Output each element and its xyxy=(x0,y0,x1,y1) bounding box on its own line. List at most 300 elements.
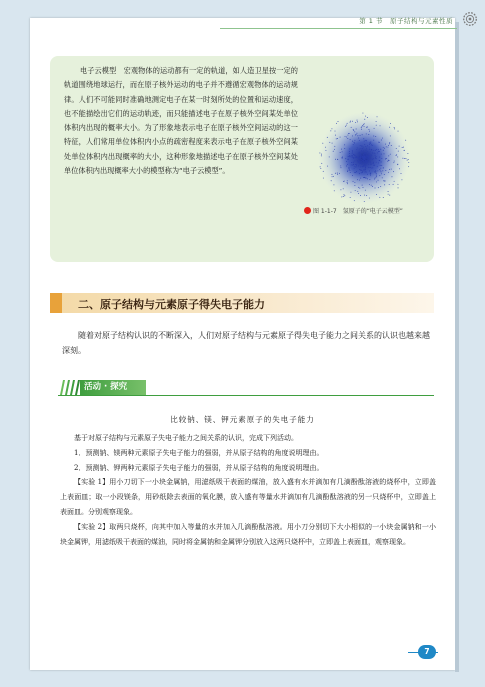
electron-dot xyxy=(370,164,371,165)
electron-dot xyxy=(353,162,354,163)
electron-dot xyxy=(360,157,361,158)
electron-dot xyxy=(394,181,395,182)
electron-dot xyxy=(323,178,324,179)
electron-dot xyxy=(365,150,366,151)
electron-dot xyxy=(343,196,344,197)
electron-dot xyxy=(370,161,371,162)
electron-dot xyxy=(366,158,367,159)
electron-dot xyxy=(375,136,376,137)
electron-dot xyxy=(353,154,354,155)
electron-dot xyxy=(355,157,356,158)
electron-dot xyxy=(350,122,351,123)
electron-dot xyxy=(345,126,346,127)
electron-dot xyxy=(368,158,369,159)
electron-dot xyxy=(367,178,368,179)
electron-dot xyxy=(361,163,362,164)
electron-dot xyxy=(321,155,322,156)
electron-dot xyxy=(349,148,350,149)
electron-dot xyxy=(355,172,356,173)
electron-dot xyxy=(352,151,353,152)
electron-dot xyxy=(366,172,367,173)
electron-dot xyxy=(404,150,405,151)
electron-dot xyxy=(379,157,380,158)
electron-dot xyxy=(362,172,363,173)
electron-dot xyxy=(356,171,357,172)
electron-dot xyxy=(407,160,408,161)
electron-dot xyxy=(349,155,350,156)
electron-dot xyxy=(349,133,350,134)
electron-dot xyxy=(370,175,371,176)
electron-dot xyxy=(370,142,371,143)
electron-dot xyxy=(383,167,384,168)
electron-dot xyxy=(354,166,355,167)
electron-dot xyxy=(375,153,376,154)
activity-paragraph: 【实验 2】取两只烧杯，向其中加入等量的水并加入几滴酚酞溶液。用小刀分别切下大小相似的一小块金属钠和一小块金属钾，用滤纸吸干表面的煤油，同时将金属钠和金属钾分别放入这两只烧杯中，立即盖上表面皿，观察现象。 xyxy=(60,522,436,546)
electron-dot xyxy=(388,191,389,192)
electron-dot xyxy=(376,125,377,126)
electron-dot xyxy=(358,162,359,163)
electron-dot xyxy=(363,147,364,148)
electron-dot xyxy=(331,128,332,129)
electron-dot xyxy=(369,160,370,161)
electron-dot xyxy=(364,154,365,155)
electron-dot xyxy=(402,158,403,159)
electron-dot xyxy=(361,146,362,147)
electron-dot xyxy=(383,150,384,151)
electron-dot xyxy=(350,172,351,173)
electron-dot xyxy=(367,158,368,159)
electron-dot xyxy=(320,168,321,169)
electron-dot xyxy=(348,135,349,136)
electron-dot xyxy=(369,198,370,199)
electron-dot xyxy=(364,152,365,153)
electron-dot xyxy=(345,158,346,159)
electron-dot xyxy=(371,168,372,169)
electron-dot xyxy=(374,128,375,129)
electron-dot xyxy=(332,176,333,177)
electron-dot xyxy=(377,170,378,171)
electron-dot xyxy=(360,157,361,158)
electron-dot xyxy=(374,179,375,180)
electron-dot xyxy=(383,147,384,148)
electron-dot xyxy=(332,143,333,144)
electron-dot xyxy=(340,165,341,166)
electron-dot xyxy=(342,151,343,152)
electron-dot xyxy=(342,157,343,158)
electron-dot xyxy=(325,150,326,151)
activity-rule xyxy=(58,395,434,396)
electron-dot xyxy=(383,180,384,181)
electron-dot xyxy=(381,171,382,172)
electron-dot xyxy=(381,158,382,159)
electron-dot xyxy=(364,170,365,171)
electron-dot xyxy=(365,171,366,172)
electron-dot xyxy=(388,194,389,195)
electron-dot xyxy=(369,171,370,172)
electron-dot xyxy=(365,155,366,156)
electron-dot xyxy=(329,142,330,143)
electron-dot xyxy=(370,173,371,174)
electron-dot xyxy=(398,131,399,132)
electron-dot xyxy=(362,156,363,157)
electron-dot xyxy=(371,144,372,145)
electron-dot xyxy=(384,184,385,185)
electron-dot xyxy=(384,153,385,154)
electron-dot xyxy=(378,151,379,152)
electron-dot xyxy=(349,153,350,154)
electron-dot xyxy=(367,160,368,161)
electron-dot xyxy=(352,157,353,158)
electron-dot xyxy=(359,140,360,141)
electron-dot xyxy=(376,162,377,163)
electron-dot xyxy=(370,157,371,158)
electron-dot xyxy=(378,187,379,188)
electron-dot xyxy=(382,170,383,171)
electron-dot xyxy=(362,134,363,135)
electron-dot xyxy=(349,170,350,171)
activity-paragraph: 2．预测钠、钾两种元素原子失电子能力的强弱，并从原子结构的角度说明理由。 xyxy=(74,463,324,472)
electron-dot xyxy=(401,173,402,174)
electron-dot xyxy=(346,137,347,138)
electron-dot xyxy=(360,145,361,146)
electron-dot xyxy=(363,138,364,139)
electron-dot xyxy=(390,123,391,124)
electron-dot xyxy=(357,179,358,180)
electron-dot xyxy=(339,173,340,174)
electron-dot xyxy=(347,183,348,184)
electron-dot xyxy=(337,174,338,175)
electron-dot xyxy=(349,167,350,168)
electron-dot xyxy=(362,185,363,186)
electron-dot xyxy=(361,170,362,171)
electron-dot xyxy=(362,166,363,167)
electron-dot xyxy=(389,127,390,128)
electron-dot xyxy=(359,157,360,158)
electron-dot xyxy=(334,190,335,191)
electron-dot xyxy=(376,174,377,175)
figure-caption xyxy=(304,206,434,215)
electron-dot xyxy=(354,182,355,183)
electron-dot xyxy=(389,184,390,185)
electron-dot xyxy=(375,150,376,151)
electron-dot xyxy=(376,158,377,159)
electron-dot xyxy=(363,169,364,170)
electron-dot xyxy=(367,126,368,127)
electron-dot xyxy=(350,121,351,122)
electron-dot xyxy=(359,180,360,181)
electron-dot xyxy=(398,184,399,185)
electron-dot xyxy=(363,187,364,188)
electron-dot xyxy=(398,151,399,152)
electron-dot xyxy=(385,144,386,145)
electron-dot xyxy=(353,157,354,158)
electron-dot xyxy=(364,158,365,159)
electron-dot xyxy=(360,161,361,162)
electron-dot xyxy=(372,186,373,187)
electron-dot xyxy=(370,151,371,152)
electron-dot xyxy=(352,175,353,176)
electron-dot xyxy=(332,174,333,175)
electron-dot xyxy=(352,165,353,166)
electron-dot xyxy=(364,119,365,120)
section-title: 二、原子结构与元素原子得失电子能力 xyxy=(78,298,265,311)
electron-dot xyxy=(347,171,348,172)
electron-dot xyxy=(364,144,365,145)
activity-tag xyxy=(58,380,158,395)
electron-dot xyxy=(373,158,374,159)
electron-dot xyxy=(357,135,358,136)
electron-dot xyxy=(364,159,365,160)
electron-dot xyxy=(365,162,366,163)
electron-dot xyxy=(357,191,358,192)
electron-dot xyxy=(379,175,380,176)
electron-dot xyxy=(327,137,328,138)
electron-dot xyxy=(364,161,365,162)
electron-dot xyxy=(364,123,365,124)
electron-dot xyxy=(393,162,394,163)
electron-dot xyxy=(408,166,409,167)
electron-dot xyxy=(365,162,366,163)
stripes-icon xyxy=(58,380,80,395)
electron-dot xyxy=(352,153,353,154)
electron-dot xyxy=(325,147,326,148)
electron-dot xyxy=(364,164,365,165)
electron-dot xyxy=(405,158,406,159)
electron-dot xyxy=(353,164,354,165)
electron-dot xyxy=(323,171,324,172)
electron-dot xyxy=(367,155,368,156)
electron-dot xyxy=(353,181,354,182)
electron-dot xyxy=(393,184,394,185)
electron-dot xyxy=(366,133,367,134)
electron-dot xyxy=(366,157,367,158)
electron-dot xyxy=(376,156,377,157)
electron-dot xyxy=(366,162,367,163)
electron-dot xyxy=(381,161,382,162)
electron-dot xyxy=(391,145,392,146)
electron-dot xyxy=(375,158,376,159)
electron-dot xyxy=(337,173,338,174)
electron-dot xyxy=(394,161,395,162)
electron-dot xyxy=(364,195,365,196)
electron-dot xyxy=(368,167,369,168)
electron-dot xyxy=(369,143,370,144)
electron-dot xyxy=(394,128,395,129)
electron-dot xyxy=(389,143,390,144)
electron-dot xyxy=(353,162,354,163)
electron-dot xyxy=(356,157,357,158)
electron-dot xyxy=(354,168,355,169)
electron-dot xyxy=(365,153,366,154)
electron-dot xyxy=(375,170,376,171)
electron-dot xyxy=(322,143,323,144)
electron-dot xyxy=(327,166,328,167)
running-head: 第 1 节 原子结构与元素性质 xyxy=(359,17,453,25)
electron-dot xyxy=(390,154,391,155)
electron-dot xyxy=(353,129,354,130)
electron-dot xyxy=(378,162,379,163)
electron-dot xyxy=(362,151,363,152)
electron-dot xyxy=(373,140,374,141)
electron-dot xyxy=(329,156,330,157)
electron-dot xyxy=(369,179,370,180)
electron-dot xyxy=(366,178,367,179)
electron-dot xyxy=(356,133,357,134)
electron-dot xyxy=(380,186,381,187)
electron-dot xyxy=(347,138,348,139)
electron-dot xyxy=(369,149,370,150)
electron-dot xyxy=(355,190,356,191)
electron-dot xyxy=(365,167,366,168)
electron-dot xyxy=(351,127,352,128)
electron-dot xyxy=(334,149,335,150)
electron-dot xyxy=(374,165,375,166)
electron-dot xyxy=(360,162,361,163)
electron-dot xyxy=(360,169,361,170)
electron-dot xyxy=(363,156,364,157)
electron-dot xyxy=(346,161,347,162)
header-rule xyxy=(220,28,457,29)
electron-dot xyxy=(363,165,364,166)
electron-dot xyxy=(373,162,374,163)
electron-dot xyxy=(359,169,360,170)
electron-dot xyxy=(379,151,380,152)
activity-title: 比较钠、镁、钾元素原子的失电子能力 xyxy=(170,415,315,424)
electron-dot xyxy=(375,188,376,189)
electron-dot xyxy=(375,172,376,173)
electron-dot xyxy=(352,121,353,122)
electron-dot xyxy=(330,130,331,131)
electron-dot xyxy=(362,113,363,114)
electron-dot xyxy=(362,170,363,171)
electron-dot xyxy=(367,117,368,118)
electron-dot xyxy=(367,163,368,164)
electron-dot xyxy=(368,159,369,160)
electron-dot xyxy=(367,145,368,146)
activity-paragraph: 基于对原子结构与元素原子失电子能力之间关系的认识，完成下列活动。 xyxy=(74,434,298,442)
electron-dot xyxy=(375,171,376,172)
electron-dot xyxy=(361,150,362,151)
electron-dot xyxy=(359,173,360,174)
electron-dot xyxy=(333,151,334,152)
electron-dot xyxy=(377,116,378,117)
electron-dot xyxy=(356,166,357,167)
section-accent xyxy=(50,293,62,313)
electron-dot xyxy=(370,158,371,159)
electron-dot xyxy=(354,160,355,161)
electron-dot xyxy=(391,169,392,170)
electron-dot xyxy=(365,146,366,147)
electron-dot xyxy=(341,149,342,150)
electron-dot xyxy=(360,170,361,171)
electron-dot xyxy=(360,195,361,196)
electron-dot xyxy=(356,157,357,158)
electron-dot xyxy=(361,126,362,127)
electron-dot xyxy=(371,155,372,156)
electron-dot xyxy=(344,195,345,196)
electron-dot xyxy=(331,180,332,181)
electron-dot xyxy=(360,178,361,179)
electron-dot xyxy=(344,148,345,149)
electron-dot xyxy=(379,169,380,170)
electron-dot xyxy=(399,146,400,147)
electron-dot xyxy=(364,177,365,178)
electron-dot xyxy=(372,145,373,146)
electron-dot xyxy=(376,175,377,176)
electron-dot xyxy=(364,201,365,202)
electron-dot xyxy=(371,154,372,155)
electron-dot xyxy=(335,173,336,174)
electron-dot xyxy=(388,145,389,146)
electron-dot xyxy=(321,154,322,155)
electron-dot xyxy=(340,137,341,138)
electron-dot xyxy=(349,156,350,157)
electron-dot xyxy=(337,138,338,139)
activity-body xyxy=(60,431,436,549)
electron-dot xyxy=(369,147,370,148)
electron-dot xyxy=(352,150,353,151)
electron-dot xyxy=(365,172,366,173)
electron-dot xyxy=(369,129,370,130)
electron-dot xyxy=(365,140,366,141)
electron-dot xyxy=(372,153,373,154)
electron-dot xyxy=(377,166,378,167)
electron-dot xyxy=(372,159,373,160)
electron-dot xyxy=(346,125,347,126)
electron-dot xyxy=(383,197,384,198)
electron-dot xyxy=(354,172,355,173)
electron-dot xyxy=(380,149,381,150)
electron-dot xyxy=(369,153,370,154)
electron-dot xyxy=(337,159,338,160)
electron-dot xyxy=(369,155,370,156)
electron-dot xyxy=(347,159,348,160)
electron-dot xyxy=(336,123,337,124)
electron-dot xyxy=(388,147,389,148)
electron-dot xyxy=(359,158,360,159)
electron-dot xyxy=(392,176,393,177)
electron-dot xyxy=(355,164,356,165)
electron-dot xyxy=(350,192,351,193)
electron-dot xyxy=(361,172,362,173)
electron-dot xyxy=(336,138,337,139)
electron-dot xyxy=(354,140,355,141)
electron-dot xyxy=(354,143,355,144)
electron-dot xyxy=(359,188,360,189)
activity-paragraph: 1．预测钠、镁两种元素原子失电子能力的强弱，并从原子结构的角度说明理由。 xyxy=(74,448,324,457)
bullet-icon xyxy=(304,207,311,214)
electron-dot xyxy=(380,168,381,169)
electron-dot xyxy=(385,170,386,171)
electron-dot xyxy=(370,167,371,168)
electron-dot xyxy=(364,141,365,142)
electron-dot xyxy=(365,157,366,158)
electron-dot xyxy=(365,169,366,170)
electron-dot xyxy=(357,157,358,158)
electron-dot xyxy=(365,165,366,166)
electron-dot xyxy=(333,184,334,185)
electron-dot xyxy=(344,144,345,145)
electron-dot xyxy=(384,148,385,149)
page-number: 7 xyxy=(418,645,436,659)
electron-dot xyxy=(362,171,363,172)
electron-dot xyxy=(362,148,363,149)
electron-dot xyxy=(379,197,380,198)
electron-dot xyxy=(356,156,357,157)
electron-dot xyxy=(348,159,349,160)
electron-dot xyxy=(369,144,370,145)
electron-dot xyxy=(347,170,348,171)
